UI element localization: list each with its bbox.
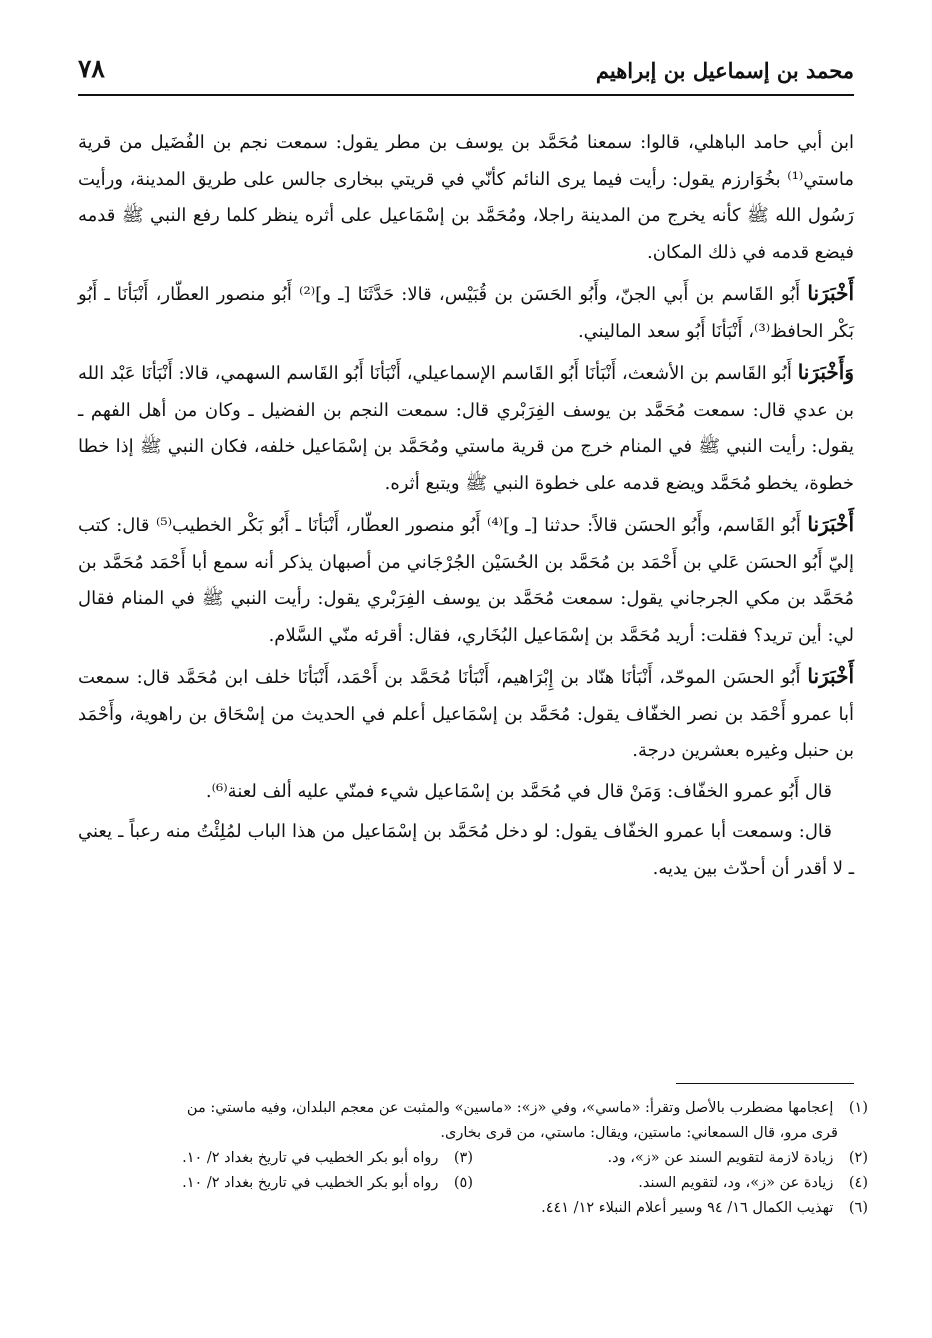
footnote-number: (١) xyxy=(848,1100,868,1116)
page-header xyxy=(78,52,854,96)
footnote-5 xyxy=(78,1171,473,1196)
paragraph-lead: أَخْبَرَنا xyxy=(807,664,854,688)
footnotes xyxy=(78,1096,868,1221)
footnote-number: (٦) xyxy=(848,1200,868,1216)
paragraph-5 xyxy=(78,658,854,770)
footnote-row xyxy=(78,1146,868,1171)
footnote-1-continuation: قرى مرو، قال السمعاني: ماستين، ويقال: ماستي، من قرى بخارى. xyxy=(440,1125,838,1141)
footnote-text: إعجامها مضطرب بالأصل وتقرأ: «ماسي»، وفي «ز»: «ماسين» والمثبت عن معجم البلدان، وفيه ماستي: من xyxy=(186,1100,834,1116)
footnote-text: زيادة عن «ز»، ود، لتقويم السند. xyxy=(638,1175,834,1191)
paragraph-4 xyxy=(78,506,854,654)
paragraph-text: أَبُو القَاسم بن أَبي الجنّ، وأَبُو الحَسَن بن قُبَيْس، قالا: حَدَّثَنَا [ـ و]⁽²⁾ أَبُو منصور العطّار، أَنْبَأنَا ـ أَبُو بَكْر الحافظ⁽³⁾، أَنْبَأنَا أَبُو سعد الماليني. xyxy=(78,284,854,342)
paragraph-text: أَبُو القَاسم بن الأشعث، أَنْبَأنَا أَبُو القَاسم الإسماعيلي، أَنْبَأنَا أَبُو القَاسم السهمي، قالا: أَنْبَأنَا عَبْد الله بن عدي قال: سمعت مُحَمَّد بن يوسف الفِرَبْري قال: سمعت النجم بن الفضيل ـ وكان من أهل الفهم ـ يقول: رأيت النبي ﷺ في المنام خرج من قرية ماستي ومُحَمَّد بن إسْمَاعيل خلفه، فكان النبي ﷺ إذا خطا خطوة، يخطو مُحَمَّد ويضع قدمه على خطوة النبي ﷺ ويتبع أثره. xyxy=(78,363,854,494)
footnote-1 xyxy=(78,1096,868,1121)
footnote-number: (٥) xyxy=(453,1175,473,1191)
paragraph-6: قال أَبُو عمرو الخفّاف: وَمَنْ قال في مُحَمَّد بن إسْمَاعيل شيء فمنّي عليه ألف لعنة⁽⁶⁾. xyxy=(205,780,832,802)
running-title: محمد بن إسماعيل بن إبراهيم xyxy=(595,58,854,83)
footnote-number: (٢) xyxy=(848,1150,868,1166)
paragraph-3 xyxy=(78,354,854,502)
paragraph-lead: أَخْبَرَنا xyxy=(807,512,854,536)
footnote-4 xyxy=(473,1171,868,1196)
paragraph-text: أَبُو الحسَن الموحّد، أَنْبَأنَا هنّاد بن إِبْرَاهيم، أَنْبَأنَا مُحَمَّد بن أَحْمَد، أَنْبَأنَا خلف ابن مُحَمَّد قال: سمعت أبا عمرو أَحْمَد بن نصر الخفّاف يقول: مُحَمَّد بن إسْمَاعيل أعلم في الحديث من إسْحَاق بن راهوية، وأَحْمَد بن حنبل وغيره بعشرين درجة. xyxy=(78,667,854,761)
paragraph-7: قال: وسمعت أبا عمرو الخفّاف يقول: لو دخل مُحَمَّد بن إسْمَاعيل من هذا الباب لمُلِئْتُ منه رعباً ـ يعني ـ لا أقدر أن أحدّث بين يديه. xyxy=(78,821,854,879)
paragraph-text: أَبُو القَاسم، وأَبُو الحسَن قالاً: حدثنا [ـ و]⁽⁴⁾ أَبُو منصور العطّار، أَنْبَأنَا ـ أَبُو بَكْر الخطيب⁽⁵⁾ قال: كتب إليّ أَبُو الحسَن عَلي بن أَحْمَد بن مُحَمَّد بن الحُسَيْن الجُرْجَاني من أصبهان يذكر أنه سمع أبا أَحْمَد مُحَمَّد بن مُحَمَّد بن مكي الجرجاني يقول: سمعت مُحَمَّد بن يوسف الفِرَبْري يقول: رأيت النبي ﷺ في المنام فقال لي: أين تريد؟ فقلت: أريد مُحَمَّد بن إسْمَاعيل البُخَاري، فقال: أقرئه منّي السَّلام. xyxy=(78,515,854,646)
main-text xyxy=(78,125,854,891)
footnote-3 xyxy=(78,1146,473,1171)
paragraph-lead: أَخْبَرَنا xyxy=(807,281,854,305)
footnote-number: (٤) xyxy=(848,1175,868,1191)
footnote-number: (٣) xyxy=(453,1150,473,1166)
paragraph-lead: وَأَخْبَرَنا xyxy=(797,360,854,384)
footnote-text: تهذيب الكمال ١٦/ ٩٤ وسير أعلام النبلاء ١٢/ ٤٤١. xyxy=(541,1200,834,1216)
footnote-text: رواه أبو بكر الخطيب في تاريخ بغداد ٢/ ١٠. xyxy=(182,1175,439,1191)
footnote-2 xyxy=(473,1146,868,1171)
paragraph-2 xyxy=(78,275,854,350)
footnote-6 xyxy=(78,1196,868,1221)
footnote-divider xyxy=(676,1083,854,1084)
page-number: ٧٨ xyxy=(78,54,105,83)
footnote-row xyxy=(78,1171,868,1196)
footnote-text: رواه أبو بكر الخطيب في تاريخ بغداد ٢/ ١٠. xyxy=(182,1150,439,1166)
paragraph-1: ابن أبي حامد الباهلي، قالوا: سمعنا مُحَمَّد بن يوسف بن مطر يقول: سمعت نجم بن الفُضَيل من قرية ماستي⁽¹⁾ بخُوَارزم يقول: رأيت فيما يرى النائم كأنّي في قريتي ببخارى جالس على طريق المدينة، ورأيت رَسُول الله ﷺ كأنه يخرج من المدينة راجلا، ومُحَمَّد بن إسْمَاعيل على أثره ينظر كلما رفع النبي ﷺ قدمه فيضع قدمه في ذلك المكان. xyxy=(78,132,854,263)
footnote-text: زيادة لازمة لتقويم السند عن «ز»، ود. xyxy=(607,1150,834,1166)
